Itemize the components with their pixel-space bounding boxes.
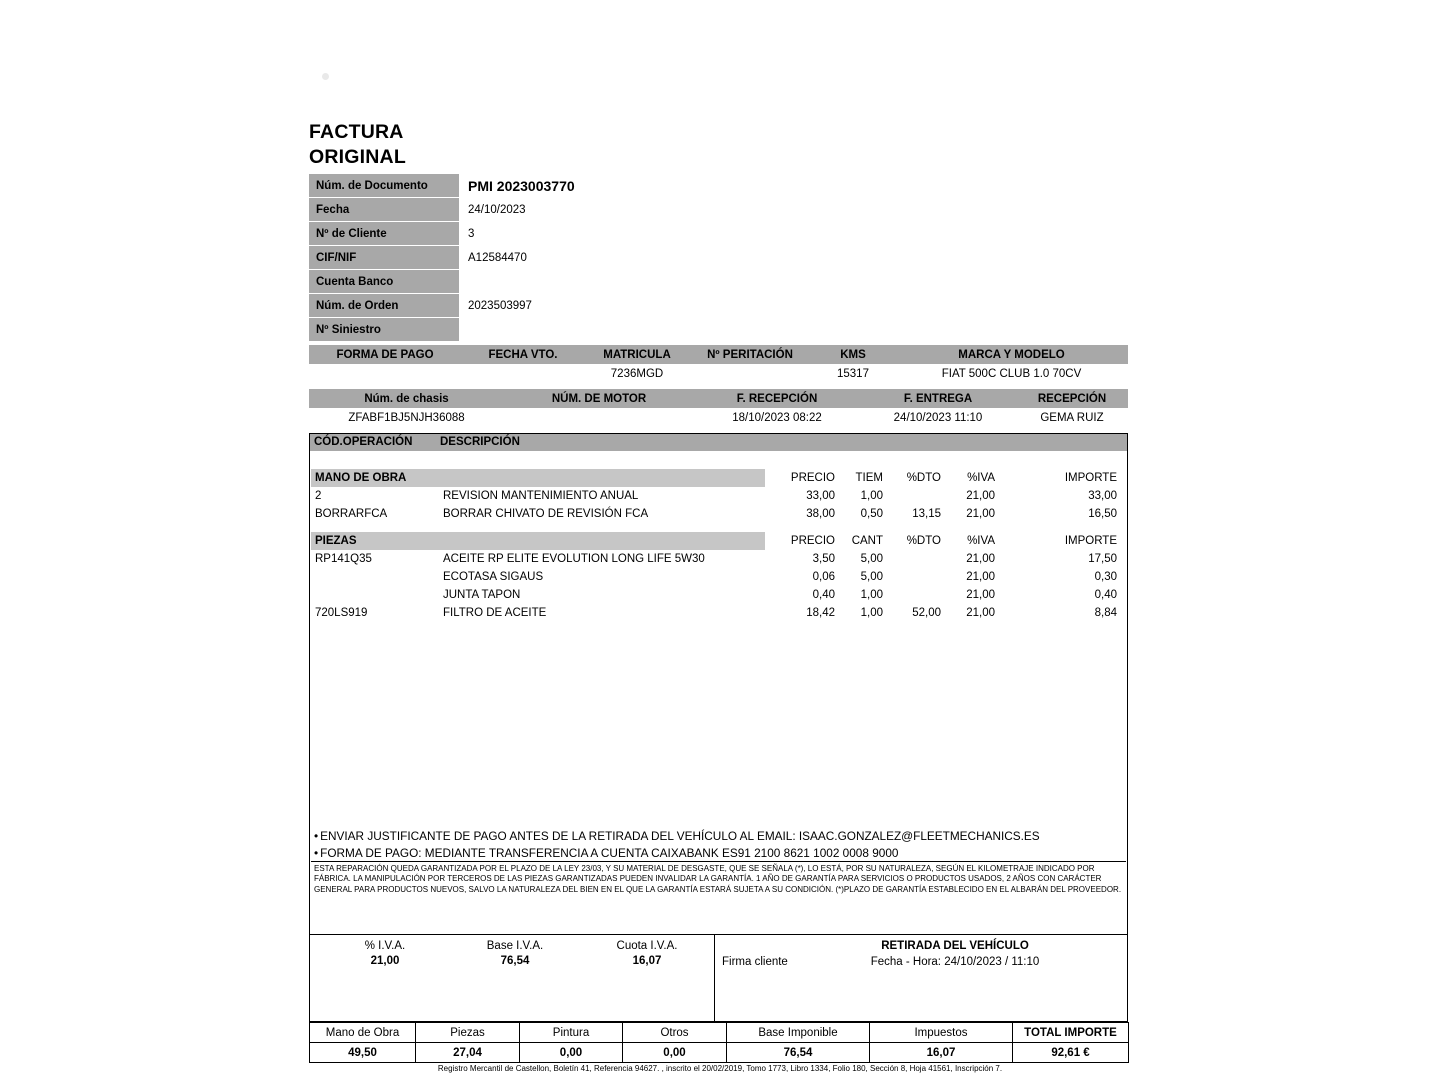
labour-code: 2 <box>315 490 322 502</box>
meta-value-cuenta-banco <box>459 270 809 294</box>
part-cant: 1,00 <box>860 607 883 619</box>
part-precio: 3,50 <box>812 553 835 565</box>
note-payment-text: FORMA DE PAGO: MEDIANTE TRANSFERENCIA A CUENTA CAIXABANK ES91 2100 8621 1002 0008 9000 <box>320 845 899 860</box>
labour-code: BORRARFCA <box>315 508 388 520</box>
part-importe: 0,30 <box>1094 571 1117 583</box>
val-fecha-vto <box>461 364 585 384</box>
part-code: RP141Q35 <box>315 553 372 565</box>
iva-percent-value: 21,00 <box>370 955 400 967</box>
val-recepcion: GEMA RUIZ <box>1016 408 1128 428</box>
meta-value-orden: 2023503997 <box>459 294 809 318</box>
row-spacer <box>311 523 1129 532</box>
col-f-entrega: F. ENTREGA <box>860 389 1016 408</box>
val-mano-de-obra: 49,50 <box>310 1043 416 1063</box>
col-labour-iva: %IVA <box>967 472 995 484</box>
iva-base-cell <box>450 939 580 969</box>
page-title: FACTURA <box>309 121 404 143</box>
labour-importe: 16,50 <box>1088 508 1117 520</box>
table-row <box>311 568 1129 586</box>
part-precio: 0,06 <box>812 571 835 583</box>
val-num-motor <box>504 408 694 428</box>
part-dto <box>886 586 941 604</box>
col-labour-tiem: TIEM <box>855 472 883 484</box>
scan-smudge-mark <box>322 73 329 80</box>
meta-value-siniestro <box>459 318 809 342</box>
labour-iva: 21,00 <box>966 490 995 502</box>
line-items-body <box>309 433 1128 935</box>
col-base-imponible: Base Imponible <box>727 1023 870 1043</box>
col-total-importe: TOTAL IMPORTE <box>1013 1023 1129 1043</box>
iva-base-value: 76,54 <box>500 955 530 967</box>
iva-summary <box>310 935 715 1021</box>
iva-cuota-label: Cuota I.V.A. <box>616 940 678 952</box>
labour-dto: 13,15 <box>912 508 941 520</box>
table-row <box>311 487 1129 505</box>
table-row <box>311 550 1129 568</box>
iva-cuota-value: 16,07 <box>632 955 662 967</box>
val-marca-modelo: FIAT 500C CLUB 1.0 70CV <box>895 364 1128 384</box>
labour-tiem: 1,00 <box>860 490 883 502</box>
part-description: FILTRO DE ACEITE <box>443 607 547 619</box>
table-row <box>309 294 809 318</box>
meta-value-documento: PMI 2023003770 <box>459 174 809 198</box>
note-line-payment <box>314 845 1119 862</box>
part-code <box>311 586 443 604</box>
col-marca-modelo: MARCA Y MODELO <box>895 345 1128 364</box>
col-num-motor: NÚM. DE MOTOR <box>504 389 694 408</box>
warranty-legal-text: ESTA REPARACIÓN QUEDA GARANTIZADA POR EL PLAZO DE LA LEY 23/03, Y SU MATERIAL DE DESGASTE, QUE SE SEÑALA (*), LO ESTÁ, POR SU NATURALEZA, SEGÚN EL KILOMETRAJE INDICADO POR FÁBRICA. LA MANIPULACIÓN POR TERCEROS DE LAS PIEZAS GARANTIZADAS PUEDEN INVALIDAR LA GARANTÍA. 1 AÑO DE GARANTÍA PARA SERVICIOS O PRODUCTOS USADOS, 2 AÑOS CON CARÁCTER GENERAL PARA PRODUCTOS NUEVOS, SALVO LA NATURALEZA DEL BIEN EN EL QUE LA GARANTÍA ESTARÁ SUJETA A SU CONDICIÓN. (*)PLAZO DE GARANTÍA ESTABLECIDO EN EL ALBARÁN DEL PROVEEDOR. <box>314 864 1122 894</box>
val-matricula: 7236MGD <box>585 364 689 384</box>
meta-label-cif: CIF/NIF <box>309 246 459 270</box>
col-kms: KMS <box>811 345 895 364</box>
meta-label-cuenta-banco: Cuenta Banco <box>309 270 459 294</box>
note-line-email <box>314 828 1119 845</box>
part-precio: 0,40 <box>812 589 835 601</box>
table-row <box>310 1043 1129 1063</box>
col-parts-cant: CANT <box>851 535 883 547</box>
col-labour-precio: PRECIO <box>790 472 835 484</box>
part-code: 720LS919 <box>315 607 368 619</box>
col-piezas: Piezas <box>416 1023 520 1043</box>
group-header-mano-de-obra <box>311 469 1129 487</box>
part-description: JUNTA TAPON <box>443 589 521 601</box>
val-num-chasis: ZFABF1BJ5NJH36088 <box>309 408 504 428</box>
col-f-recepcion: F. RECEPCIÓN <box>694 389 860 408</box>
meta-label-cliente: Nº de Cliente <box>309 222 459 246</box>
part-cant: 1,00 <box>860 589 883 601</box>
iva-percent-cell <box>320 939 450 969</box>
part-description: ECOTASA SIGAUS <box>443 571 544 583</box>
part-iva: 21,00 <box>966 553 995 565</box>
iva-cuota-cell <box>582 939 712 969</box>
table-row <box>309 222 809 246</box>
table-row <box>309 318 809 342</box>
bullet-icon: • <box>314 829 319 843</box>
part-iva: 21,00 <box>966 589 995 601</box>
bullet-icon: • <box>314 845 319 860</box>
part-description: ACEITE RP ELITE EVOLUTION LONG LIFE 5W30 <box>443 553 705 565</box>
table-header-row <box>310 1023 1129 1043</box>
part-iva: 21,00 <box>966 607 995 619</box>
group-label-mano-de-obra: MANO DE OBRA <box>311 469 443 487</box>
val-piezas: 27,04 <box>416 1043 520 1063</box>
col-pintura: Pintura <box>520 1023 623 1043</box>
iva-signature-block <box>309 935 1128 1022</box>
group-spacer-labour <box>443 469 765 487</box>
col-mano-de-obra: Mano de Obra <box>310 1023 416 1043</box>
part-code <box>311 568 443 586</box>
part-cant: 5,00 <box>860 571 883 583</box>
table-header-row <box>309 389 1128 408</box>
col-parts-importe: IMPORTE <box>1064 535 1117 547</box>
iva-base-label: Base I.V.A. <box>486 940 544 952</box>
line-items-header-bar <box>310 434 1127 451</box>
table-row <box>311 586 1129 604</box>
table-row <box>309 198 809 222</box>
table-row <box>309 270 809 294</box>
document-copy-type: ORIGINAL <box>309 146 406 168</box>
iva-percent-label: % I.V.A. <box>364 940 406 952</box>
val-total-importe: 92,61 € <box>1013 1043 1129 1063</box>
totals-table <box>309 1022 1129 1063</box>
meta-label-documento: Núm. de Documento <box>309 174 459 198</box>
part-importe: 8,84 <box>1094 607 1117 619</box>
pickup-title: RETIRADA DEL VEHÍCULO <box>881 940 1029 952</box>
col-fecha-vto: FECHA VTO. <box>461 345 585 364</box>
col-parts-dto: %DTO <box>906 535 941 547</box>
meta-value-fecha: 24/10/2023 <box>459 198 809 222</box>
col-impuestos: Impuestos <box>870 1023 1013 1043</box>
table-row <box>309 364 1128 384</box>
meta-label-siniestro: Nº Siniestro <box>309 318 459 342</box>
part-iva: 21,00 <box>966 571 995 583</box>
labour-precio: 38,00 <box>806 508 835 520</box>
labour-dto <box>886 487 941 505</box>
line-items-table <box>311 469 1129 622</box>
part-cant: 5,00 <box>860 553 883 565</box>
val-impuestos: 16,07 <box>870 1043 1013 1063</box>
labour-description: REVISION MANTENIMIENTO ANUAL <box>443 490 639 502</box>
labour-iva: 21,00 <box>966 508 995 520</box>
col-recepcion: RECEPCIÓN <box>1016 389 1128 408</box>
part-dto <box>886 568 941 586</box>
invoice-meta-table <box>309 174 809 342</box>
meta-value-cif: A12584470 <box>459 246 809 270</box>
table-row <box>309 174 809 198</box>
val-forma-de-pago <box>309 364 461 384</box>
table-row <box>309 246 809 270</box>
meta-label-orden: Núm. de Orden <box>309 294 459 318</box>
part-dto <box>886 550 941 568</box>
col-descripcion: DESCRIPCIÓN <box>440 436 520 448</box>
val-peritacion <box>689 364 811 384</box>
labour-description: BORRAR CHIVATO DE REVISIÓN FCA <box>443 508 649 520</box>
labour-tiem: 0,50 <box>860 508 883 520</box>
client-signature-label: Firma cliente <box>722 956 788 968</box>
val-f-recepcion: 18/10/2023 08:22 <box>694 408 860 428</box>
col-num-chasis: Núm. de chasis <box>309 389 504 408</box>
col-matricula: MATRICULA <box>585 345 689 364</box>
spacer-cell <box>311 523 1129 532</box>
val-f-entrega: 24/10/2023 11:10 <box>860 408 1016 428</box>
vehicle-pickup-info <box>790 939 1120 970</box>
group-spacer-parts <box>443 532 765 550</box>
part-importe: 17,50 <box>1088 553 1117 565</box>
col-parts-precio: PRECIO <box>790 535 835 547</box>
col-peritacion: Nº PERITACIÓN <box>689 345 811 364</box>
val-base-imponible: 76,54 <box>727 1043 870 1063</box>
val-pintura: 0,00 <box>520 1043 623 1063</box>
col-otros: Otros <box>623 1023 727 1043</box>
labour-importe: 33,00 <box>1088 490 1117 502</box>
val-otros: 0,00 <box>623 1043 727 1063</box>
part-precio: 18,42 <box>806 607 835 619</box>
registry-footer: Registro Mercantil de Castellon, Boletín 41, Referencia 94627. , inscrito el 20/02/2019, Tomo 1773, Libro 1334, Folio 180, Sección 8, Hoja 41561, Inscripción 7. <box>437 1064 1003 1073</box>
col-labour-dto: %DTO <box>906 472 941 484</box>
part-dto: 52,00 <box>912 607 941 619</box>
invoice-notes <box>314 828 1119 861</box>
table-row <box>309 408 1128 428</box>
chassis-table <box>309 389 1128 428</box>
table-header-row <box>309 345 1128 364</box>
payment-vehicle-table <box>309 345 1128 384</box>
val-kms: 15317 <box>811 364 895 384</box>
col-labour-importe: IMPORTE <box>1064 472 1117 484</box>
group-header-piezas <box>311 532 1129 550</box>
col-cod-operacion: CÓD.OPERACIÓN <box>314 436 413 448</box>
meta-value-cliente: 3 <box>459 222 809 246</box>
legal-divider <box>311 861 1126 862</box>
part-importe: 0,40 <box>1094 589 1117 601</box>
col-forma-de-pago: FORMA DE PAGO <box>309 345 461 364</box>
labour-precio: 33,00 <box>806 490 835 502</box>
group-label-piezas: PIEZAS <box>311 532 443 550</box>
table-row <box>311 604 1129 622</box>
table-row <box>311 505 1129 523</box>
col-parts-iva: %IVA <box>967 535 995 547</box>
meta-label-fecha: Fecha <box>309 198 459 222</box>
note-email-text: ENVIAR JUSTIFICANTE DE PAGO ANTES DE LA RETIRADA DEL VEHÍCULO AL EMAIL: ISAAC.GONZALEZ@FLEETMECHANICS.ES <box>320 829 1040 843</box>
pickup-datetime: Fecha - Hora: 24/10/2023 / 11:10 <box>870 955 1040 968</box>
